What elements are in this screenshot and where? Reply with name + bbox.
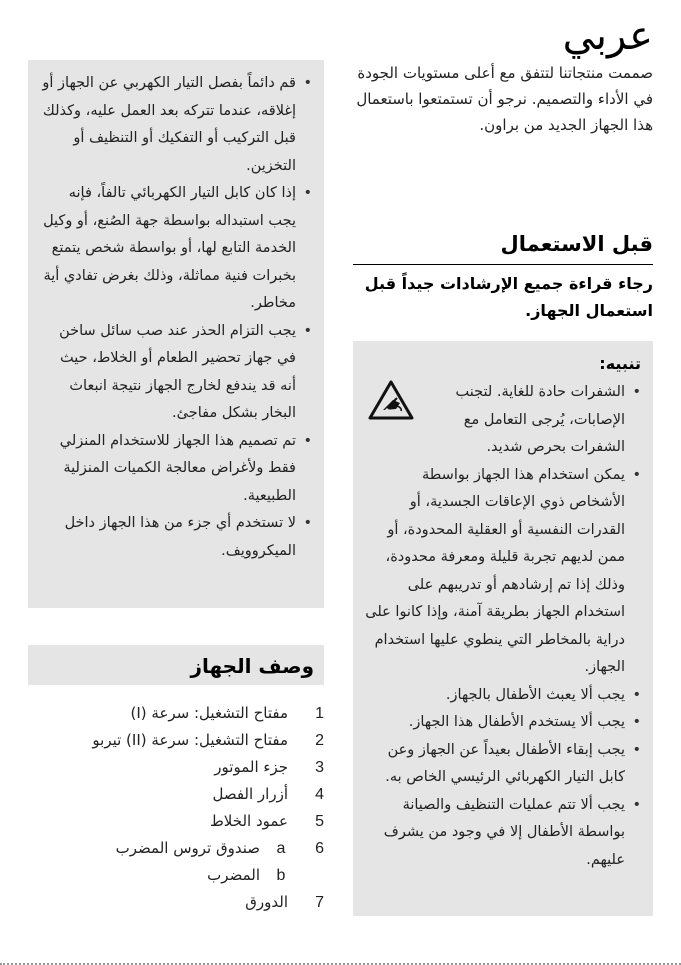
description-header [28,645,324,685]
safety-item: • لا تستخدم أي جزء من هذا الجهاز داخل الميكروويف. [40,510,312,565]
page-bottom-rule [0,961,681,965]
caution-box [353,341,653,916]
safety-item: • إذا كان كابل التيار الكهربائي تالفاً، فإنه يجب استبداله بواسطة جهة الصُنع، أو وكيل الخدمة التابع لها، أو بواسطة شخص يتمتع بخبرات فنية مماثلة، وذلك بغرض تفادي أية مخاطر. [40,180,312,318]
caution-title: تنبيه: [599,354,641,373]
intro-paragraph: صممت منتجاتنا لتتفق مع أعلى مستويات الجودة في الأداء والتصميم. نرجو أن تستمتعوا باستعمال هذا الجهاز الجديد من براون. [356,64,653,134]
safety-box [28,60,324,608]
description-list [28,700,324,916]
caution-item: • يجب ألا يعبث الأطفال بالجهاز. [365,682,641,710]
description-item [28,835,324,862]
item-number: 5 [315,813,324,830]
description-item [28,808,324,835]
item-number: 2 [315,732,324,749]
item-number: 4 [315,786,324,803]
language-title: عربي [562,13,653,59]
blade-warning-icon [367,379,415,421]
description-item [28,700,324,727]
safety-item: • قم دائماً بفصل التيار الكهربي عن الجهاز أو إغلاقه، عندما تتركه بعد العمل عليه، وكذلك قبل التركيب أو التفكيك أو التنظيف أو التخزين. [40,70,312,180]
item-label: جزء الموتور [214,758,288,776]
item-number: 1 [315,705,324,722]
item-number: 3 [315,759,324,776]
item-label: أزرار الفصل [212,785,288,803]
caution-list [365,379,641,874]
description-item [28,889,324,916]
item-sub-letter: b [276,867,286,884]
description-item [28,754,324,781]
description-item [28,781,324,808]
caution-item: • يجب ألا تتم عمليات التنظيف والصيانة بواسطة الأطفال إلا في وجود من يشرف عليهم. [365,792,641,875]
before-use-section [353,229,653,265]
safety-list [40,70,312,565]
item-label: مفتاح التشغيل: سرعة (II) تيربو [92,731,288,749]
safety-item: • يجب التزام الحذر عند صب سائل ساخن في جهاز تحضير الطعام أو الخلاط، حيث أنه قد يندفع لخارج الجهاز نتيجة انبعاث البخار بشكل مفاجئ. [40,318,312,428]
before-use-lead: رجاء قراءة جميع الإرشادات جيداً قبل استعمال الجهاز. [364,274,653,320]
description-heading: وصف الجهاز [190,654,314,678]
item-label: عمود الخلاط [209,812,288,830]
item-number: 7 [315,894,324,911]
description-item [28,862,324,889]
item-sub-letter: a [276,840,286,857]
caution-item: • يجب ألا يستخدم الأطفال هذا الجهاز. [365,709,641,737]
caution-item-blade [365,379,641,462]
blade-warning-text: • الشفرات حادة للغاية. لتجنب الإصابات، يُرجى التعامل مع الشفرات بحرص شديد. [455,384,625,455]
caution-item: • يمكن استخدام هذا الجهاز بواسطة الأشخاص ذوي الإعاقات الجسدية، أو القدرات النفسية أو العقلية المحدودة، أو ممن لديهم تجربة قليلة ومعرفة محدودة، وذلك إذا تم إرشادهم أو تدريبهم على استخدام الجهاز بطريقة آمنة، وإذا كانوا على دراية بالمخاطر التي ينطوي عليها استخدام الجهاز. [365,462,641,682]
item-label: المضرب [207,866,260,884]
caution-item: • يجب إبقاء الأطفال بعيداً عن الجهاز وعن كابل التيار الكهربائي الرئيسي الخاص به. [365,737,641,792]
item-number: 6 [315,840,324,857]
item-label: الدورق [245,893,288,911]
item-label: صندوق تروس المضرب [115,839,260,857]
description-item [28,727,324,754]
item-label: مفتاح التشغيل: سرعة (I) [130,704,288,722]
before-use-heading: قبل الاستعمال [353,229,653,265]
safety-item: • تم تصميم هذا الجهاز للاستخدام المنزلي فقط ولأغراض معالجة الكميات المنزلية الطبيعية. [40,428,312,511]
